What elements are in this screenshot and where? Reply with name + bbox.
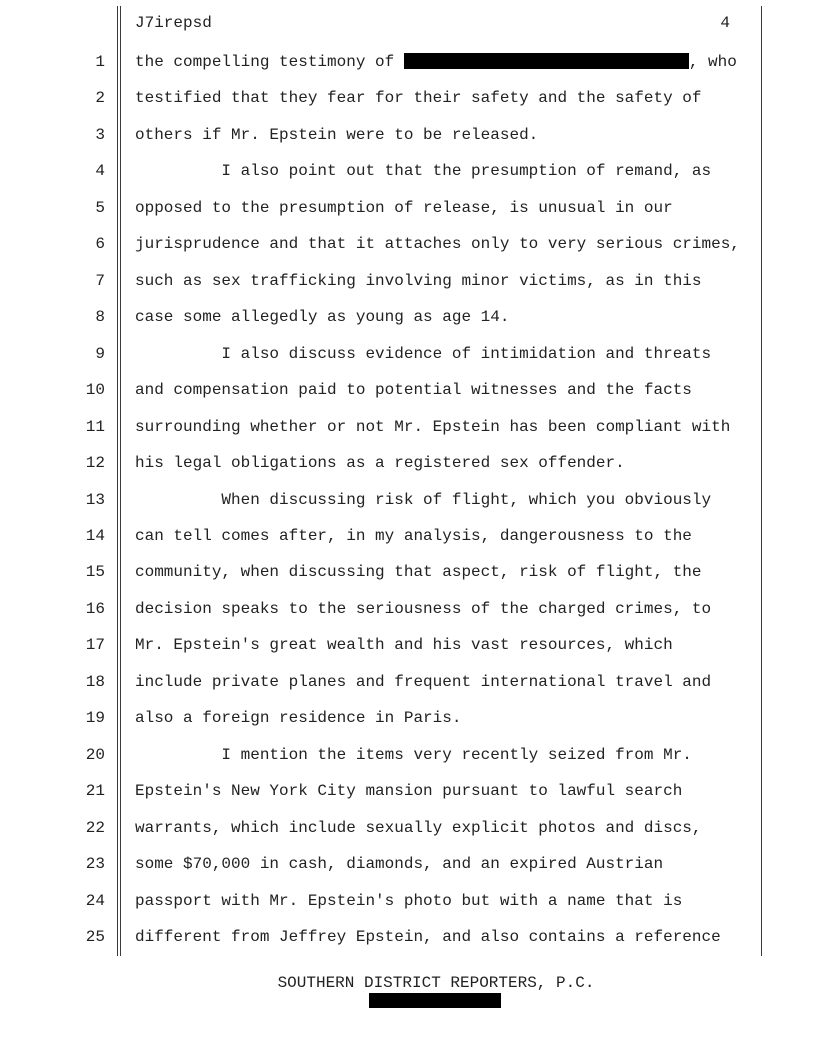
line-text: such as sex trafficking involving minor victims, as in this	[135, 271, 702, 290]
line-number: 12	[85, 454, 105, 473]
line-text: surrounding whether or not Mr. Epstein has been compliant with	[135, 417, 731, 436]
line-text: testified that they fear for their safety and the safety of	[135, 89, 702, 108]
footer-redaction-bar	[369, 993, 501, 1008]
line-number: 11	[85, 417, 105, 436]
transcript-line	[0, 198, 816, 222]
reporter-credit: SOUTHERN DISTRICT REPORTERS, P.C.	[277, 974, 595, 992]
transcript-line	[0, 781, 816, 805]
line-number: 9	[95, 344, 105, 363]
line-text: others if Mr. Epstein were to be released.	[135, 125, 539, 144]
line-text: community, when discussing that aspect, risk of flight, the	[135, 563, 702, 582]
transcript-line	[0, 927, 816, 951]
line-number: 14	[85, 526, 105, 545]
line-number: 5	[95, 198, 105, 217]
line-number: 25	[85, 928, 105, 947]
transcript-line	[0, 344, 816, 368]
transcript-line	[0, 380, 816, 404]
line-text: decision speaks to the seriousness of the charged crimes, to	[135, 599, 712, 618]
transcript-line	[0, 307, 816, 331]
line-number: 1	[95, 53, 105, 71]
line-text: jurisprudence and that it attaches only to very serious crimes,	[135, 235, 740, 254]
transcript-line	[0, 745, 816, 769]
line-number: 18	[85, 672, 105, 691]
line-number: 23	[85, 855, 105, 874]
line-text: the compelling testimony of , who	[135, 53, 737, 71]
page-number: 4	[720, 14, 730, 32]
transcript-line	[0, 490, 816, 514]
transcript-session-id: J7irepsd	[135, 14, 212, 32]
line-text: When discussing risk of flight, which you obviously	[135, 490, 712, 509]
line-text: can tell comes after, in my analysis, dangerousness to the	[135, 526, 692, 545]
transcript-line	[0, 818, 816, 842]
line-text: and compensation paid to potential witnesses and the facts	[135, 381, 692, 400]
line-number: 22	[85, 818, 105, 837]
line-text: I mention the items very recently seized from Mr.	[135, 745, 692, 764]
line-number: 6	[95, 235, 105, 254]
transcript-line	[0, 854, 816, 878]
line-number: 3	[95, 125, 105, 144]
transcript-line	[0, 88, 816, 112]
transcript-line	[0, 635, 816, 659]
line-number: 21	[85, 782, 105, 801]
line-number: 17	[85, 636, 105, 655]
line-number: 13	[85, 490, 105, 509]
line-text: Mr. Epstein's great wealth and his vast resources, which	[135, 636, 673, 655]
transcript-line	[0, 125, 816, 149]
transcript-line	[0, 52, 816, 76]
line-text: Epstein's New York City mansion pursuant to lawful search	[135, 782, 683, 801]
transcript-line	[0, 271, 816, 295]
line-text: include private planes and frequent international travel and	[135, 672, 712, 691]
line-text: different from Jeffrey Epstein, and also contains a reference	[135, 928, 721, 947]
line-number: 8	[95, 308, 105, 327]
transcript-line	[0, 708, 816, 732]
transcript-line	[0, 161, 816, 185]
line-number: 19	[85, 709, 105, 728]
line-text: case some allegedly as young as age 14.	[135, 308, 510, 327]
line-number: 15	[85, 563, 105, 582]
line-number: 4	[95, 162, 105, 181]
page-header	[135, 14, 730, 32]
line-number: 24	[85, 891, 105, 910]
line-text: his legal obligations as a registered sex offender.	[135, 454, 625, 473]
line-text: warrants, which include sexually explicit photos and discs,	[135, 818, 702, 837]
transcript-line	[0, 453, 816, 477]
transcript-line	[0, 562, 816, 586]
transcript-line	[0, 672, 816, 696]
line-number: 2	[95, 89, 105, 108]
line-number: 20	[85, 745, 105, 764]
line-text: passport with Mr. Epstein's photo but with a name that is	[135, 891, 683, 910]
transcript-line	[0, 417, 816, 441]
line-number: 10	[85, 381, 105, 400]
line-text: opposed to the presumption of release, is unusual in our	[135, 198, 673, 217]
transcript-line	[0, 891, 816, 915]
transcript-line	[0, 599, 816, 623]
line-text: some $70,000 in cash, diamonds, and an expired Austrian	[135, 855, 664, 874]
line-number: 7	[95, 271, 105, 290]
transcript-line	[0, 526, 816, 550]
line-text: I also discuss evidence of intimidation and threats	[135, 344, 712, 363]
line-number: 16	[85, 599, 105, 618]
line-text: also a foreign residence in Paris.	[135, 709, 462, 728]
line-text: I also point out that the presumption of remand, as	[135, 162, 712, 181]
redaction-bar	[404, 53, 689, 69]
transcript-line	[0, 234, 816, 258]
